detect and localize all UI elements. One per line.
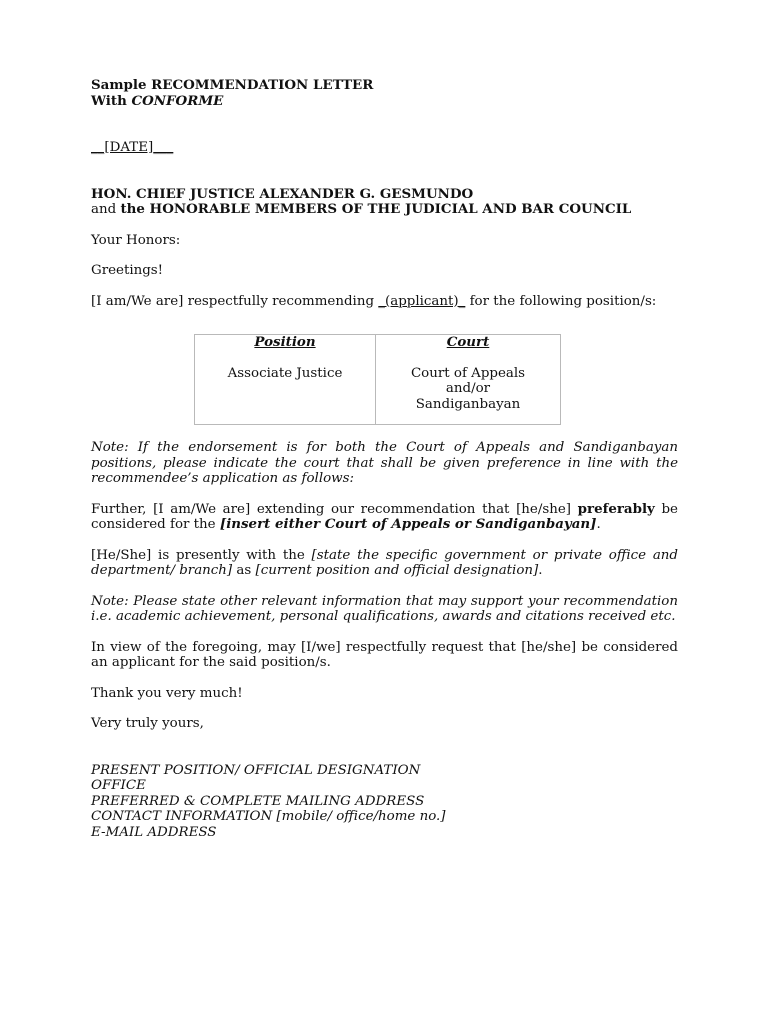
- paragraph-preference: [91, 502, 678, 533]
- paragraph-recommend: [91, 294, 678, 310]
- para2-bolditalic: [insert either Court of Appeals or Sandiganbayan]: [219, 516, 597, 532]
- date-placeholder: __[DATE]: [91, 140, 154, 155]
- para1-post: for the following position/s:: [465, 293, 657, 309]
- position-table: [194, 334, 561, 425]
- para1-pre: [I am/We are] respectfully recommending: [91, 293, 379, 309]
- addressee: [91, 187, 678, 218]
- table-row: [195, 335, 561, 425]
- para2-bold: preferably: [577, 500, 655, 517]
- court-value-line3: Sandiganbayan: [415, 396, 521, 412]
- position-cell: [195, 335, 376, 425]
- date-underline: ___: [153, 140, 174, 155]
- sig-email: E-MAIL ADDRESS: [91, 824, 217, 840]
- court-value-line1: Court of Appeals: [410, 365, 526, 381]
- court-cell: [376, 335, 561, 425]
- sig-contact: CONTACT INFORMATION [mobile/ office/home no.]: [91, 809, 446, 824]
- title-line2-emph: CONFORME: [131, 92, 224, 109]
- date-line: [91, 140, 678, 156]
- signature-block: [91, 763, 678, 841]
- position-header: Position: [254, 334, 316, 350]
- court-header: Court: [446, 334, 490, 350]
- letter-page: [91, 78, 678, 840]
- addressee-line1: HON. CHIEF JUSTICE ALEXANDER G. GESMUNDO: [91, 185, 474, 202]
- court-value-line2: and/or: [445, 381, 491, 396]
- paragraph-current-office: [91, 548, 678, 579]
- closing-line: Very truly yours,: [91, 716, 204, 731]
- para3-post: .: [538, 563, 543, 578]
- para3-mid: as: [232, 563, 256, 578]
- para3-italic1: [state the specific government or private office and department/ branch]: [91, 547, 678, 578]
- sig-position: PRESENT POSITION/ OFFICIAL DESIGNATION: [91, 762, 421, 778]
- note-court-preference: Note: If the endorsement is for both the Court of Appeals and Sandiganbayan positions, please indicate the court that shall be given preference in line with the recommendee’s application as follows:: [91, 440, 678, 486]
- addressee-line2: the HONORABLE MEMBERS OF THE JUDICIAL AND BAR COUNCIL: [120, 201, 632, 217]
- para2-post: .: [596, 517, 601, 532]
- title-line2-prefix: With: [91, 92, 132, 109]
- letter-title: [91, 78, 678, 109]
- position-value: Associate Justice: [227, 365, 343, 381]
- thanks-line: Thank you very much!: [91, 685, 243, 701]
- paragraph-request: In view of the foregoing, may [I/we] respectfully request that [he/she] be considered an applicant for the said position/s.: [91, 639, 678, 670]
- sig-address: PREFERRED & COMPLETE MAILING ADDRESS: [91, 793, 425, 809]
- addressee-and: and: [91, 202, 121, 217]
- para3-italic2: [current position and official designation]: [255, 563, 539, 578]
- title-line1: Sample RECOMMENDATION LETTER: [91, 77, 374, 93]
- note-relevant-info: Note: Please state other relevant information that may support your recommendation i.e. academic achievement, personal qualifications, awards and citations received etc.: [91, 593, 678, 624]
- applicant-placeholder: _(applicant)_: [378, 293, 466, 309]
- para2-pre: Further, [I am/We are] extending our recommendation that [he/she]: [91, 501, 578, 517]
- para2-mid: be considered for the: [91, 501, 678, 532]
- para3-pre: [He/She] is presently with the: [91, 547, 312, 563]
- salutation: Your Honors:: [91, 232, 181, 248]
- sig-office: OFFICE: [91, 778, 146, 793]
- greetings: Greetings!: [91, 263, 164, 278]
